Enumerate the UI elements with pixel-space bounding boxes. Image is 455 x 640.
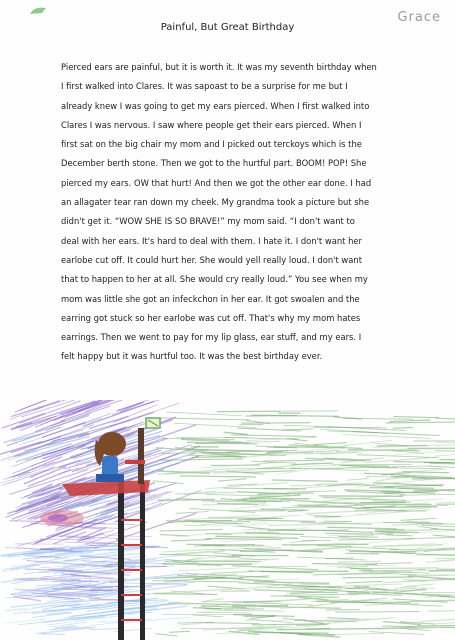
crayon-stroke	[406, 506, 433, 507]
crayon-stroke	[350, 568, 438, 569]
crayon-stroke	[171, 539, 211, 541]
crayon-stroke	[161, 418, 250, 420]
crayon-illustration	[0, 400, 455, 640]
crayon-stroke	[345, 553, 379, 554]
crayon-stroke	[385, 485, 444, 487]
crayon-stroke	[204, 623, 260, 624]
crayon-stroke	[430, 463, 455, 464]
crayon-stroke	[181, 623, 203, 625]
crayon-stroke	[300, 584, 330, 585]
crayon-stroke	[71, 578, 126, 579]
crayon-stroke	[224, 432, 248, 434]
crayon-stroke	[256, 463, 317, 469]
crayon-stroke	[89, 629, 123, 630]
crayon-stroke	[334, 417, 362, 419]
essay-line: earlobe cut off. It could hurt her. She would yell really loud. I don't want	[61, 254, 362, 265]
crayon-stroke	[393, 462, 451, 463]
crayon-stroke	[372, 468, 442, 469]
crayon-stroke	[284, 594, 359, 595]
crayon-stroke	[327, 618, 359, 619]
crayon-stroke	[153, 594, 217, 595]
crayon-stroke	[393, 428, 413, 429]
crayon-stroke	[376, 477, 401, 481]
page-title: Painful, But Great Birthday	[160, 22, 295, 33]
essay-line: didn't get it. “WOW SHE IS SO BRAVE!” my mom said. “I don't want to	[61, 216, 355, 227]
crayon-stroke	[314, 573, 389, 575]
crayon-stroke	[440, 460, 455, 461]
crayon-stroke	[41, 634, 66, 635]
crayon-stroke	[284, 425, 331, 426]
crayon-stroke	[306, 628, 331, 629]
crayon-stroke	[335, 612, 419, 613]
crayon-stroke	[304, 544, 369, 545]
crayon-stroke	[263, 460, 325, 461]
crayon-stroke	[254, 582, 329, 584]
crayon-stroke	[156, 634, 178, 636]
crayon-stroke	[428, 610, 455, 611]
crayon-stroke	[174, 423, 256, 427]
crayon-stroke	[346, 581, 382, 583]
crayon-stroke	[400, 494, 455, 495]
crayon-stroke	[343, 435, 431, 439]
crayon-stroke	[436, 442, 455, 443]
crayon-stroke	[208, 586, 244, 589]
crayon-stroke	[338, 539, 414, 540]
crayon-stroke	[233, 615, 294, 617]
crayon-stroke	[393, 417, 439, 418]
crayon-stroke	[205, 483, 288, 489]
green-flag	[146, 418, 160, 428]
crayon-stroke	[20, 400, 84, 410]
essay-line: that to happen to her at all. She would cry really loud.” You see when my	[61, 274, 368, 285]
green-scribble-area	[152, 411, 455, 637]
crayon-stroke	[176, 533, 217, 536]
crayon-stroke	[268, 524, 344, 526]
crayon-stroke	[272, 480, 338, 481]
crayon-stroke	[243, 536, 279, 537]
crayon-stroke	[201, 599, 224, 602]
crayon-stroke	[52, 536, 90, 537]
crayon-stroke	[327, 527, 397, 529]
essay-line: December berth stone. Then we got to the hurtful part. BOOM! POP! She	[61, 158, 367, 169]
crayon-stroke	[202, 504, 265, 505]
crayon-stroke	[418, 527, 439, 529]
crayon-stroke	[280, 500, 357, 505]
crayon-stroke	[419, 617, 455, 621]
crayon-stroke	[308, 546, 352, 550]
crayon-stroke	[210, 571, 253, 573]
essay-line: deal with her ears. It's hard to deal with them. I hate it. I don't want her	[61, 235, 362, 246]
crayon-stroke	[246, 437, 318, 441]
crayon-stroke	[24, 466, 66, 484]
crayon-stroke	[193, 615, 223, 617]
essay-line: I first walked into Clares. It was sapoast to be a surprise for me but I	[61, 81, 348, 92]
crayon-stroke	[247, 520, 316, 522]
crayon-stroke	[206, 539, 282, 540]
crayon-stroke	[313, 443, 347, 445]
crayon-stroke	[393, 466, 431, 467]
crayon-stroke	[343, 440, 392, 445]
author-name: Grace	[397, 10, 441, 25]
essay-line: pierced my ears. OW that hurt! And then we got the other ear done. I had	[61, 177, 372, 188]
crayon-stroke	[386, 535, 412, 536]
crayon-stroke	[197, 612, 253, 613]
crayon-stroke	[18, 539, 44, 546]
crayon-stroke	[9, 472, 30, 478]
crayon-stroke	[286, 491, 335, 492]
crayon-stroke	[159, 459, 243, 460]
crayon-stroke	[160, 530, 223, 532]
crayon-stroke	[306, 511, 370, 514]
crayon-stroke	[436, 557, 455, 558]
crayon-stroke	[385, 422, 455, 423]
crayon-stroke	[400, 518, 436, 520]
crayon-stroke	[176, 512, 209, 514]
crayon-stroke	[169, 631, 190, 632]
essay-line: earrings. Then we went to pay for my lip glass, ear stuff, and my ears. I	[61, 332, 362, 343]
blue-scribble-area	[0, 521, 198, 635]
essay-line: felt happy but it was hurtful too. It was the best birthday ever.	[61, 351, 323, 362]
child-figure	[95, 432, 126, 482]
crayon-stroke	[435, 453, 455, 456]
crayon-stroke	[315, 450, 339, 451]
crayon-stroke	[235, 505, 270, 509]
crayon-stroke	[231, 566, 318, 570]
crayon-stroke	[329, 584, 402, 587]
essay-body	[61, 58, 417, 367]
crayon-stroke	[297, 557, 366, 560]
crayon-stroke	[436, 418, 455, 422]
crayon-stroke	[231, 435, 316, 437]
crayon-stroke	[283, 619, 307, 620]
crayon-stroke	[337, 567, 368, 568]
essay-line: an allagater tear ran down my cheek. My grandma took a picture but she	[61, 197, 370, 208]
pink-splotch	[40, 510, 84, 526]
crayon-stroke	[224, 610, 284, 611]
crayon-stroke	[366, 563, 412, 564]
essay-line: mom was little she got an infeckchon in her ear. It got swoalen and the	[61, 293, 360, 304]
essay-line: already knew I was going to get my ears pierced. When I first walked into	[61, 100, 370, 111]
essay-line: first sat on the big chair my mom and I picked out terckoys which is the	[61, 139, 362, 150]
crayon-stroke	[202, 545, 225, 546]
crayon-stroke	[167, 412, 242, 416]
crayon-stroke	[222, 540, 263, 542]
crayon-stroke	[242, 441, 280, 442]
crayon-stroke	[0, 470, 46, 483]
crayon-stroke	[178, 568, 241, 571]
crayon-stroke	[180, 476, 256, 477]
crayon-stroke	[40, 539, 91, 540]
crayon-stroke	[338, 561, 381, 562]
crayon-stroke	[347, 479, 369, 481]
green-crayon-mark	[28, 4, 48, 16]
crayon-stroke	[218, 479, 247, 481]
essay-line: Pierced ears are painful, but it is worth it. It was my seventh birthday when	[61, 62, 377, 72]
crayon-stroke	[326, 634, 383, 635]
crayon-stroke	[153, 481, 184, 484]
crayon-stroke	[309, 603, 338, 606]
crayon-stroke	[342, 577, 414, 578]
crayon-stroke	[389, 420, 430, 422]
essay-line: Clares I was nervous. I saw where people get their ears pierced. When I	[61, 119, 362, 130]
essay-line: earring got stuck so her earlobe was cut off. That's why my mom hates	[61, 312, 361, 323]
crayon-stroke	[439, 502, 455, 503]
